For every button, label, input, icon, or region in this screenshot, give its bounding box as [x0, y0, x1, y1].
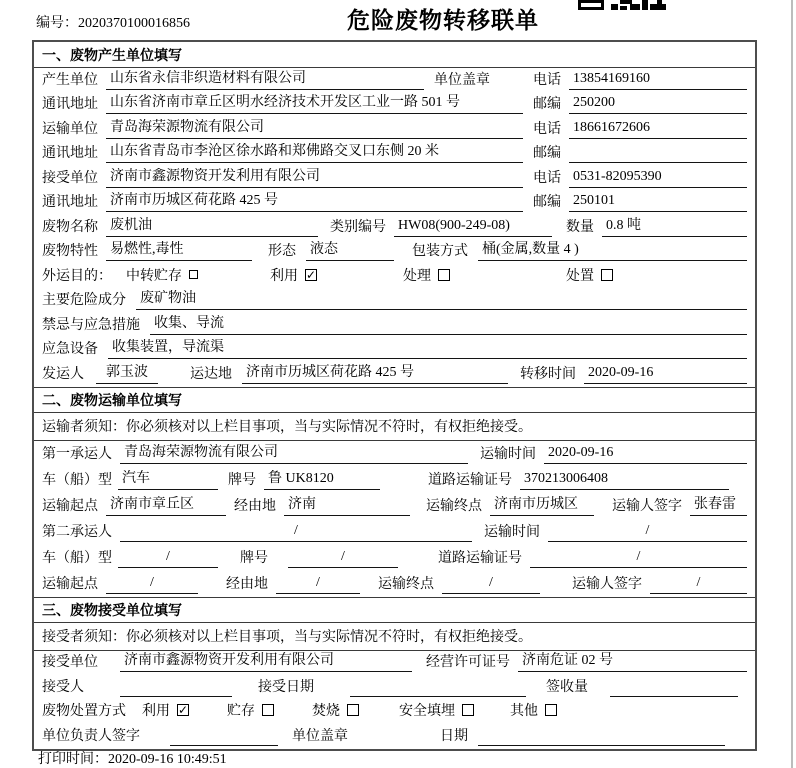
row-consignor: [34, 362, 755, 387]
quantity-label: 数量: [566, 219, 594, 235]
print-time: [38, 748, 227, 768]
row-transporter: [34, 117, 755, 142]
via-label: 经由地: [234, 498, 276, 514]
purpose-option-utilize: [270, 265, 317, 286]
row-head-signature: [34, 724, 755, 749]
checkbox-label: 焚烧: [312, 704, 340, 719]
row-hazard-component: [34, 289, 755, 314]
taboo-label: 禁忌与应急措施: [42, 317, 140, 333]
zip-label: 邮编: [533, 195, 561, 210]
transporter-address-value: 山东省青岛市李沧区徐水路和郑佛路交叉口东侧 20 米: [106, 143, 523, 163]
row-waste-name: [34, 215, 755, 240]
trait-value: 易燃性,毒性: [106, 241, 252, 261]
destination-value: 济南市历城区荷花路 425 号: [242, 364, 508, 384]
destination-label: 运达地: [190, 366, 232, 382]
second-vehicle-value: /: [118, 548, 218, 568]
purpose-label: 外运目的：: [42, 268, 112, 284]
serial-value: 2020370100016856: [78, 16, 190, 31]
carrier-sign-label: 运输人签字: [612, 498, 682, 514]
waste-name-value: 废机油: [106, 217, 318, 237]
vehicle-type-label: 车（船）型: [42, 472, 112, 488]
section1-header: 一、废物产生单位填写: [34, 42, 755, 68]
purpose-option-treat: [403, 265, 450, 286]
address-label: 通讯地址: [42, 146, 98, 161]
consignor-value: 郭玉波: [96, 364, 158, 384]
head-sign-value: [170, 727, 278, 746]
head-sign-label: 单位负责人签字: [42, 728, 140, 744]
checkbox-icon: [545, 704, 557, 716]
checkbox-icon: [462, 704, 474, 716]
purpose-option-transfer-storage: [126, 265, 198, 286]
trait-label: 废物特性: [42, 244, 98, 259]
first-carrier-time-value: 2020-09-16: [544, 444, 747, 464]
row-first-vehicle: [34, 467, 755, 493]
accept-date-label: 接受日期: [258, 679, 314, 695]
origin-label: 运输起点: [42, 498, 98, 514]
receiver-zip-value: 250101: [569, 192, 747, 212]
transport-time-label: 运输时间: [484, 524, 540, 540]
receiver-phone-value: 0531-82095390: [569, 168, 747, 188]
transporter-zip-value: [569, 144, 747, 163]
qr-code-fragment-icon: [578, 0, 670, 11]
form-value: 液态: [306, 241, 394, 261]
date-value: [478, 727, 725, 746]
receiver-notice: 接受者须知：你必须核对以上栏目事项，当与实际情况不符时，有权拒绝接受。: [34, 623, 755, 651]
row-taboo-measures: [34, 313, 755, 338]
hazard-value: 废矿物油: [136, 290, 747, 310]
first-license-value: 370213006408: [520, 470, 729, 490]
receiver-address-value: 济南市历城区荷花路 425 号: [106, 192, 523, 212]
row-second-route: [34, 571, 755, 597]
accept-unit-value: 济南市鑫源物资开发利用有限公司: [120, 652, 412, 672]
first-terminus-value: 济南市历城区: [490, 496, 594, 516]
print-time-label: 打印时间：: [38, 752, 108, 767]
row-receiver: [34, 166, 755, 191]
phone-label: 电话: [533, 72, 561, 88]
disposal-option-landfill: [399, 700, 474, 721]
equipment-label: 应急设备: [42, 342, 98, 357]
page-title: 危险废物转移联单: [347, 8, 539, 33]
second-carrier-label: 第二承运人: [42, 524, 112, 540]
row-receiver-address: [34, 191, 755, 216]
row-second-vehicle: [34, 545, 755, 571]
checkbox-icon: [189, 270, 198, 279]
date-label: 日期: [440, 728, 468, 744]
section3-body: [34, 651, 755, 749]
first-plate-value: 鲁 UK8120: [264, 470, 380, 490]
receiver-value: 济南市鑫源物资开发利用有限公司: [106, 168, 523, 188]
producer-value: 山东省永信非织造材料有限公司: [106, 70, 424, 90]
accept-unit-label: 接受单位: [42, 655, 98, 670]
row-producer-address: [34, 93, 755, 118]
recipient-value: [120, 678, 232, 697]
checkbox-icon: [601, 269, 613, 281]
section2-body: [34, 441, 755, 597]
address-label: 通讯地址: [42, 195, 98, 210]
disposal-label: 废物处置方式: [42, 704, 126, 719]
plate-label: 牌号: [228, 472, 256, 488]
second-license-value: /: [530, 548, 747, 568]
row-producer: [34, 68, 755, 93]
signed-amount-value: [610, 678, 738, 697]
checkbox-icon: [347, 704, 359, 716]
second-plate-value: /: [288, 548, 398, 568]
row-transporter-address: [34, 142, 755, 167]
checkbox-label: 其他: [510, 704, 538, 719]
receiver-label: 接受单位: [42, 170, 98, 186]
checkbox-icon: [177, 704, 189, 716]
plate-label: 牌号: [240, 550, 268, 566]
producer-phone-value: 13854169160: [569, 70, 747, 90]
transport-time-label: 运输时间: [480, 446, 536, 462]
packing-label: 包装方式: [412, 244, 468, 259]
quantity-value: 0.8 吨: [602, 217, 747, 237]
checkbox-label: 中转贮存: [126, 268, 182, 284]
checkbox-label: 处理: [403, 268, 431, 284]
permit-value: 济南危证 02 号: [518, 652, 747, 672]
row-waste-trait: [34, 240, 755, 265]
carrier-sign-label: 运输人签字: [572, 576, 642, 592]
second-via-value: /: [276, 574, 360, 594]
row-first-carrier: [34, 441, 755, 467]
checkbox-label: 安全填埋: [399, 704, 455, 719]
transporter-label: 运输单位: [42, 121, 98, 137]
category-label: 类别编号: [330, 219, 386, 235]
second-carrier-time-value: /: [548, 522, 747, 542]
disposal-option-storage: [227, 700, 274, 721]
row-purpose: [34, 264, 755, 289]
checkbox-icon: [305, 269, 317, 281]
terminus-label: 运输终点: [426, 498, 482, 514]
row-second-carrier: [34, 519, 755, 545]
unit-seal-label: 单位盖章: [292, 728, 348, 744]
recipient-label: 接受人: [42, 679, 84, 695]
purpose-option-dispose: [566, 265, 613, 286]
transfer-time-label: 转移时间: [520, 366, 576, 382]
category-value: HW08(900-249-08): [394, 217, 552, 237]
page-edge-line: [791, 0, 793, 768]
row-emergency-equipment: [34, 338, 755, 363]
road-license-label: 道路运输证号: [438, 550, 522, 566]
road-license-label: 道路运输证号: [428, 472, 512, 488]
equipment-value: 收集装置，导流渠: [108, 339, 747, 359]
producer-label: 产生单位: [42, 72, 98, 88]
unit-seal-label: 单位盖章: [434, 72, 490, 88]
first-via-value: 济南: [284, 496, 410, 516]
permit-label: 经营许可证号: [426, 655, 510, 670]
disposal-option-utilize: [142, 700, 189, 721]
row-recipient: [34, 675, 755, 700]
checkbox-icon: [438, 269, 450, 281]
first-carrier-value: 青岛海荣源物流有限公司: [120, 444, 468, 464]
transfer-time-value: 2020-09-16: [584, 364, 747, 384]
signed-amount-label: 签收量: [546, 679, 588, 695]
first-carrier-label: 第一承运人: [42, 446, 112, 462]
section3-header: 三、废物接受单位填写: [34, 597, 755, 623]
address-label: 通讯地址: [42, 97, 98, 112]
form-label: 形态: [268, 244, 296, 259]
section2-header: 二、废物运输单位填写: [34, 387, 755, 413]
second-carrier-value: /: [120, 522, 472, 542]
phone-label: 电话: [533, 121, 561, 137]
via-label: 经由地: [226, 576, 268, 592]
packing-value: 桶(金属,数量 4 ): [478, 241, 747, 261]
print-time-value: 2020-09-16 10:49:51: [108, 752, 227, 767]
origin-label: 运输起点: [42, 576, 98, 592]
row-first-route: [34, 493, 755, 519]
disposal-option-other: [510, 700, 557, 721]
taboo-value: 收集、导流: [150, 315, 747, 335]
first-vehicle-value: 汽车: [118, 470, 218, 490]
first-origin-value: 济南市章丘区: [106, 496, 226, 516]
checkbox-label: 贮存: [227, 704, 255, 719]
terminus-label: 运输终点: [378, 576, 434, 592]
waste-name-label: 废物名称: [42, 219, 98, 235]
checkbox-label: 利用: [142, 704, 170, 719]
producer-zip-value: 250200: [569, 94, 747, 114]
accept-date-value: [350, 678, 526, 697]
second-sign-value: /: [650, 574, 747, 594]
transfer-form-table: [32, 40, 757, 751]
transporter-phone-value: 18661672606: [569, 119, 747, 139]
second-terminus-value: /: [442, 574, 540, 594]
checkbox-icon: [262, 704, 274, 716]
section1-body: [34, 68, 755, 387]
zip-label: 邮编: [533, 146, 561, 161]
row-accept-unit: [34, 651, 755, 676]
hazard-label: 主要危险成分: [42, 293, 126, 308]
first-sign-value: 张春雷: [690, 496, 747, 516]
row-disposal-method: [34, 700, 755, 725]
serial-label: 编号：: [36, 16, 78, 31]
checkbox-label: 处置: [566, 268, 594, 284]
checkbox-label: 利用: [270, 268, 298, 284]
zip-label: 邮编: [533, 97, 561, 112]
second-origin-value: /: [106, 574, 198, 594]
consignor-label: 发运人: [42, 366, 84, 382]
vehicle-type-label: 车（船）型: [42, 550, 112, 566]
transporter-notice: 运输者须知：你必须核对以上栏目事项，当与实际情况不符时，有权拒绝接受。: [34, 413, 755, 441]
transporter-value: 青岛海荣源物流有限公司: [106, 119, 523, 139]
phone-label: 电话: [533, 170, 561, 186]
producer-address-value: 山东省济南市章丘区明水经济技术开发区工业一路 501 号: [106, 94, 523, 114]
disposal-option-incinerate: [312, 700, 359, 721]
